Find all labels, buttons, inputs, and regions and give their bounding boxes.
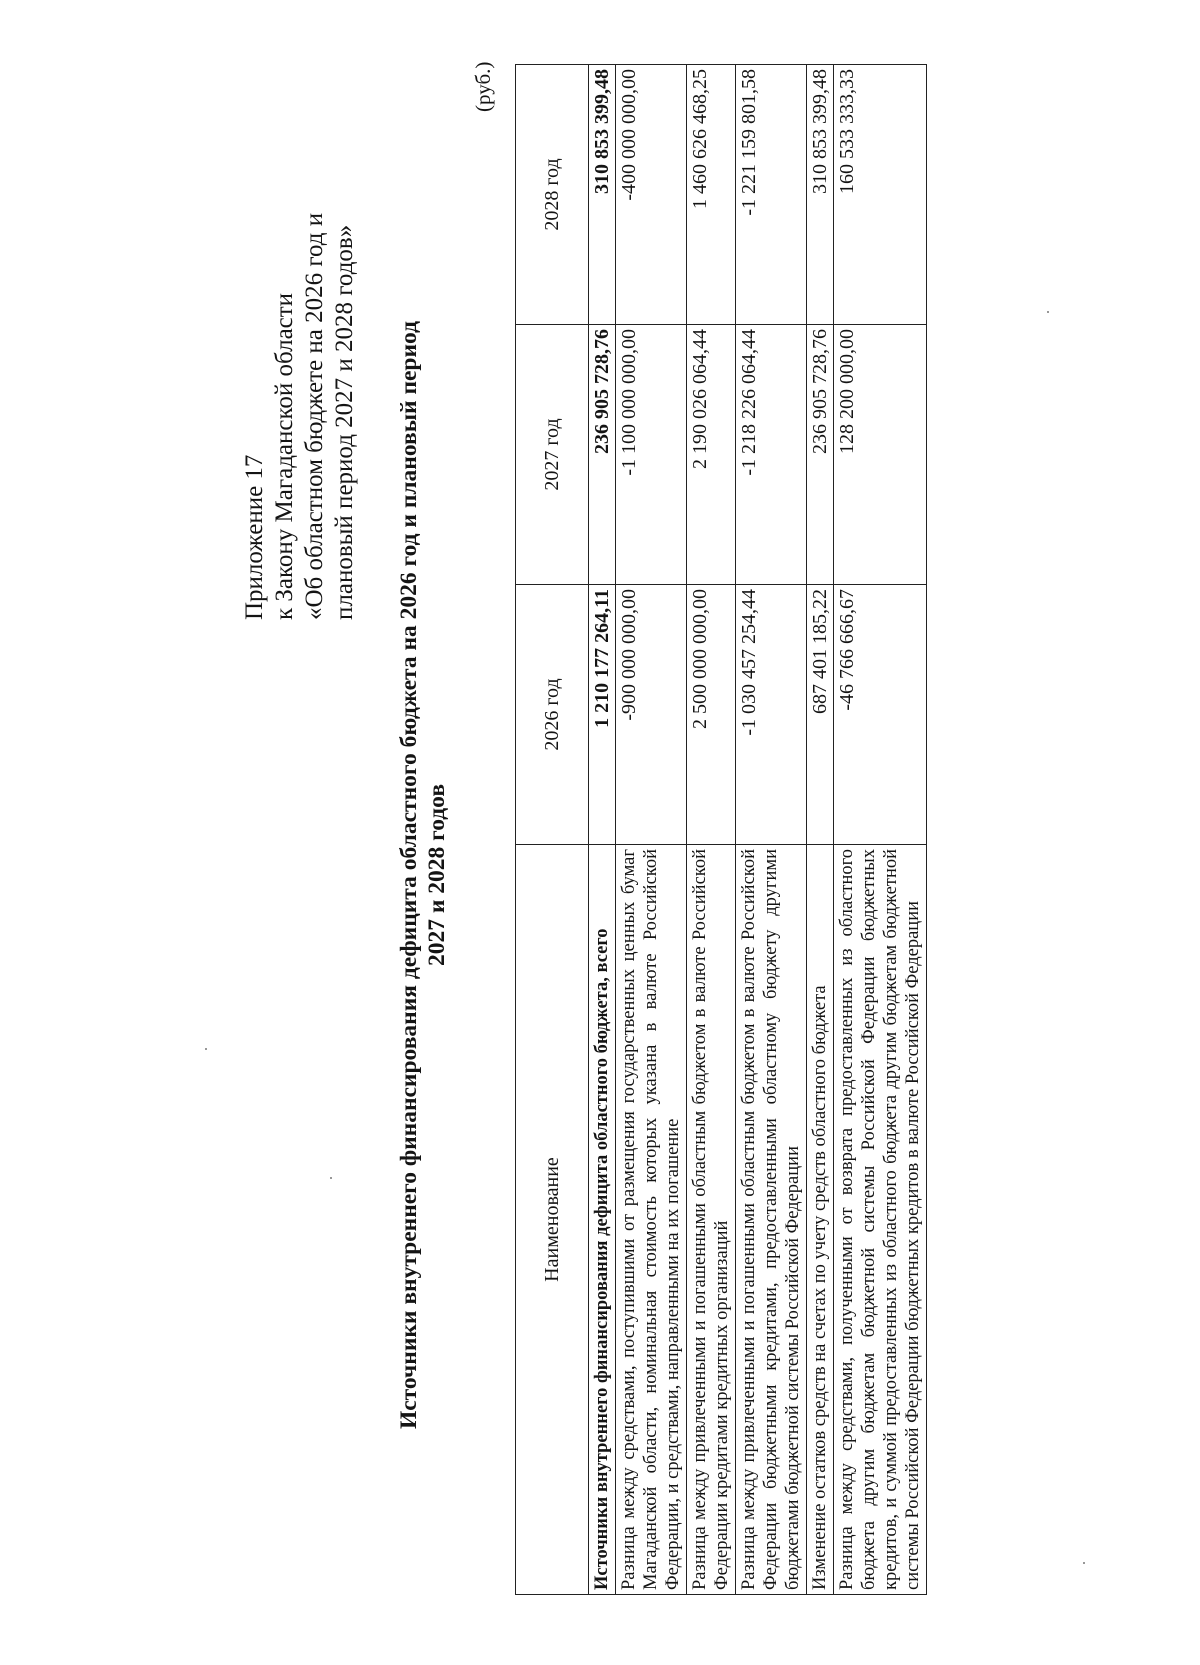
value-2028: -1 221 159 801,58 [736,65,807,325]
table-row-total [589,65,616,1595]
value-2026: -900 000 000,00 [616,585,687,845]
value-2027: 2 190 026 064,44 [687,325,736,585]
header-2028: 2028 год [516,65,589,325]
header-2026: 2026 год [516,585,589,845]
row-name: Разница между привлеченными и погашенными областным бюджетом в валюте Российской Федерации кредитами кредитных организаций [687,845,736,1595]
scan-speck [330,1177,332,1179]
value-2026: 687 401 185,22 [807,585,834,845]
scan-speck [205,1048,207,1050]
annex-line-2: к Закону Магаданской области [271,292,298,620]
value-2028: 310 853 399,48 [807,65,834,325]
row-name: Разница между средствами, полученными от возврата предоставленных из областного бюджета другим бюджетам бюджетной системы Российской Федерации бюджетных кредитов, и суммой предоставленных из областного бюджета другим бюджетам бюджетной системы Российской Федерации бюджетных кредитов в валюте Российской Федерации [834,845,927,1595]
unit-label: (руб.) [471,61,495,112]
table-header-row [516,65,589,1595]
value-2027: 128 200 000,00 [834,325,927,585]
scan-speck [1047,311,1049,313]
value-2027: 236 905 728,76 [589,325,616,585]
value-2026: 2 500 000 000,00 [687,585,736,845]
annex-line-4: плановый период 2027 и 2028 годов» [331,224,358,620]
table-row [807,65,834,1595]
document-title-line-2: 2027 и 2028 годов [424,783,450,967]
value-2028: -400 000 000,00 [616,65,687,325]
value-2028: 1 460 626 468,25 [687,65,736,325]
header-2027: 2027 год [516,325,589,585]
value-2026: -46 766 666,67 [834,585,927,845]
table-row [687,65,736,1595]
value-2027: -1 218 226 064,44 [736,325,807,585]
row-name: Разница между средствами, поступившими от размещения государственных ценных бумаг Магаданской области, номинальная стоимость которых указана в валюте Российской Федерации, и средствами, направленными на их погашение [616,845,687,1595]
annex-line-1: Приложение 17 [241,454,268,620]
scan-speck [1083,1562,1085,1564]
table-row [616,65,687,1595]
financing-sources-table [515,64,927,1595]
value-2026: 1 210 177 264,11 [589,585,616,845]
row-name: Источники внутреннего финансирования дефицита областного бюджета, всего [589,845,616,1595]
header-name: Наименование [516,845,589,1595]
value-2026: -1 030 457 254,44 [736,585,807,845]
value-2027: -1 100 000 000,00 [616,325,687,585]
row-name: Разница между привлеченными и погашенными областным бюджетом в валюте Российской Федерации бюджетными кредитами, предоставленными областному бюджету другими бюджетами бюджетной системы Российской Федерации [736,845,807,1595]
value-2028: 310 853 399,48 [589,65,616,325]
table-row [834,65,927,1595]
table-row [736,65,807,1595]
row-name: Изменение остатков средств на счетах по учету средств областного бюджета [807,845,834,1595]
value-2027: 236 905 728,76 [807,325,834,585]
annex-line-3: «Об областном бюджете на 2026 год и [301,212,328,620]
value-2028: 160 533 333,33 [834,65,927,325]
document-title [395,225,451,1525]
annex-heading [240,213,360,620]
document-title-line-1: Источники внутреннего финансирования дефицита областного бюджета на 2026 год и плановый период [396,320,422,1430]
